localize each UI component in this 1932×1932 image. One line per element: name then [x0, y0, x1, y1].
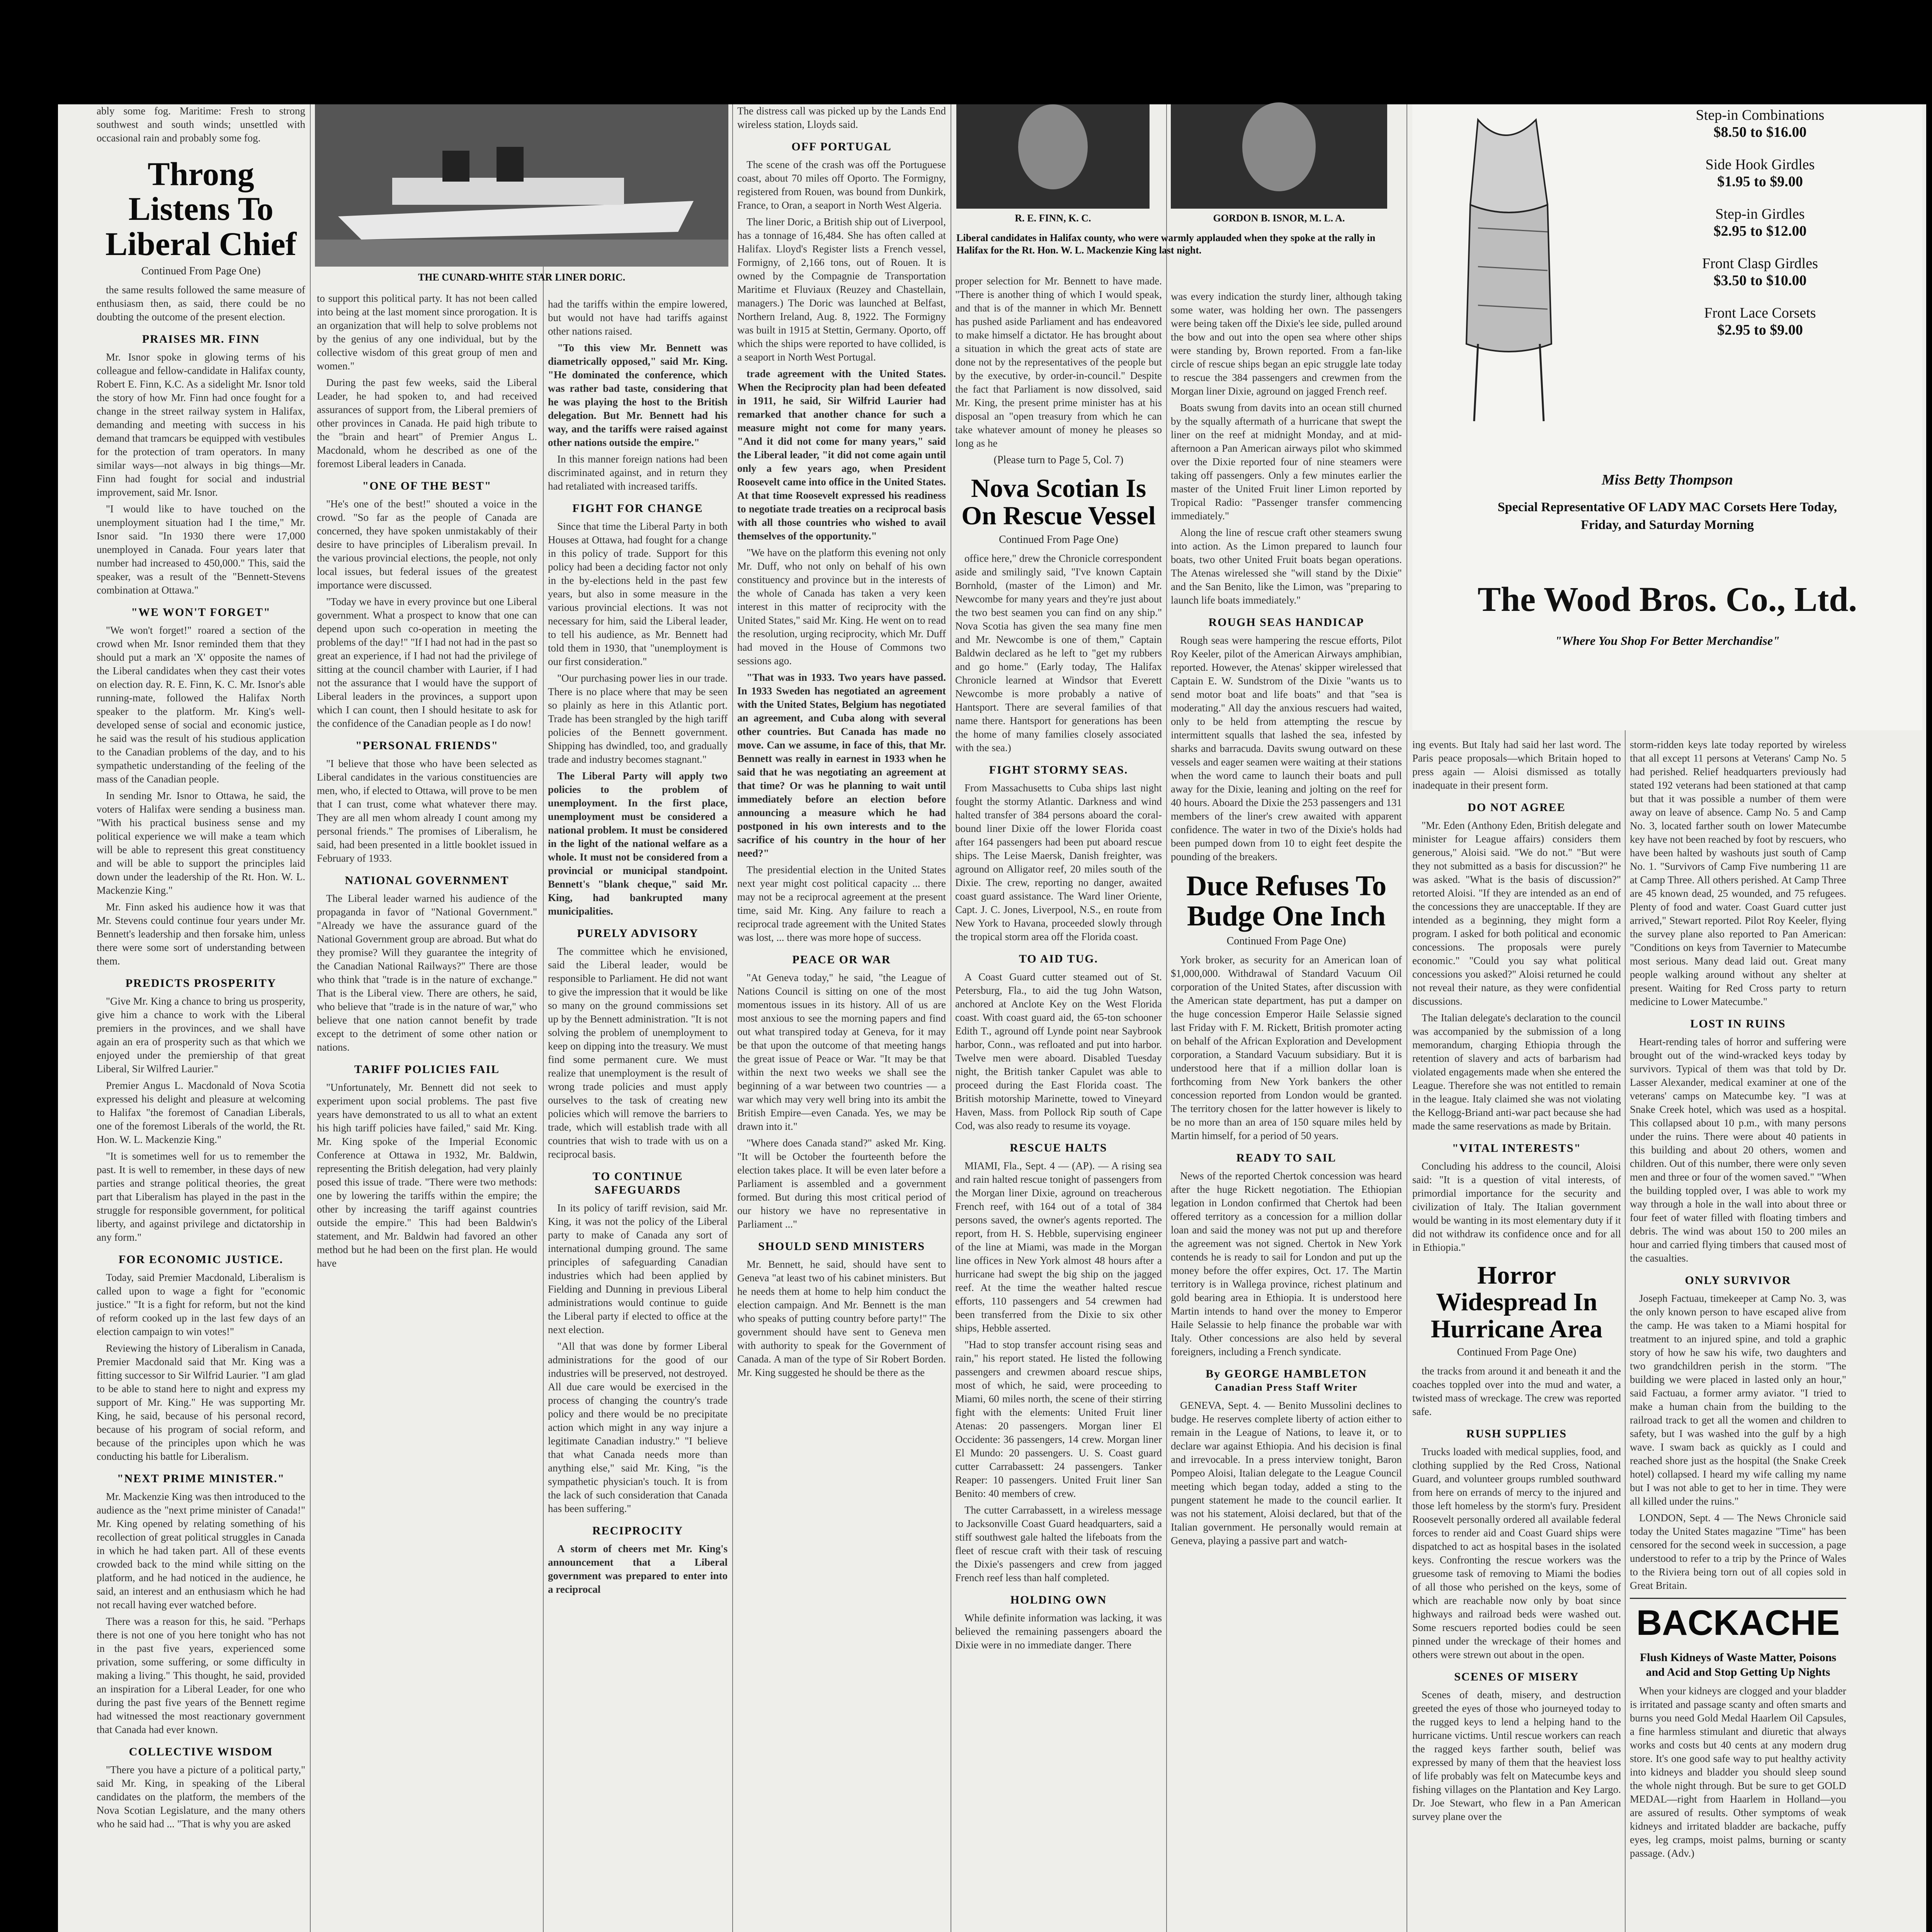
photo-name-isnor: GORDON B. ISNOR, M. L. A.	[1213, 213, 1345, 224]
paragraph: "Today we have in every province but one Liberal government. What a prospect to know that one can depend upon such co-operation in meeting the problems of the day!" "If I had not had in the past so great an experience, if I had not had the privilege of sitting at the council chamber with Laurier, if I had not the assurance that I would have the support of Liberal leaders in the provinces, a support upon which I can count, then I should hesitate to ask for the confidence of the Canadian people as I do now!	[317, 596, 537, 729]
paragraph: proper selection for Mr. Bennett to have made. "There is another thing of which I would speak, and that is of the manner in which Mr. Bennett has pushed aside Parliament and has endeavored to make himself a dictator. He has brought about a situation in which the great acts of state are done not by the representatives of the people but by the executive, by order-in-council." Despite the fact that Parliament is now dissolved, said Mr. King, the present prime minister has at his disposal an "open treasury from which he can take whatever amount of money he pleases so long as he	[955, 275, 1162, 449]
subhead: SHOULD SEND MINISTERS	[758, 1240, 925, 1253]
subhead: HOLDING OWN	[1010, 1593, 1107, 1606]
column-rule	[1166, 104, 1167, 1932]
photo-caption: Liberal candidates in Halifax county, who were warmly applauded when they spoke at the rally in Halifax for the Rt. Hon. W. L. Mackenzie King last night.	[956, 232, 1376, 256]
column-rule	[310, 104, 311, 1932]
paragraph: GENEVA, Sept. 4. — Benito Mussolini declines to budge. He reserves complete liberty of action either to remain in the League of Nations, to leave it, or to declare war against Ethiopia. And his decision is final and irrevocable. In a press interview tonight, Baron Pompeo Aloisi, Italian delegate to the League Council meeting which began today, added a sting to the pungent statement he made to the council earlier. It was not his statement, Aloisi declared, but that of the Italian government. He personally would remain at Geneva, playing a passive part and watch-	[1171, 1400, 1402, 1547]
paragraph: News of the reported Chertok concession was heard after the huge Rickett negotiation. The Ethiopian legation in London confirmed that Chertok had been offered territory as a concession for a million dollar loan and said the money was not put up and therefore the agreement was not signed. Chertok in New York contends he is ready to sail for London and put up the money before the offer expires, Oct. 17. The Martin territory is in Wallega province, richest platinum and gold bearing area in Ethiopia. It is understood here Martin intends to hand over the money to Emperor Haile Selassie to help finance the probable war with Italy. Other concessions are also held by several foreigners, including a French syndicate.	[1171, 1170, 1402, 1358]
paragraph: "Had to stop transfer account rising seas and rain," his report stated. He listed the following passengers and crewmen aboard rescue ships, most of which, he said, were proceeding to Miami, 60 miles north, the scene of their stirring fight with the elements: United Fruit liner Atenas: 20 passengers. Morgan liner El Occidente: 36 passengers, 14 crew. Morgan liner El Mundo: 20 passengers. U. S. Coast guard cutter Carrabassett: 24 passengers. Tanker Reaper: 10 passengers. United Fruit liner San Benito: 40 members of crew.	[955, 1338, 1162, 1499]
column-1	[97, 104, 305, 1932]
paragraph: ing events. But Italy had said her last word. The Paris peace proposals—which Britain hoped to press again — Aloisi dismissed as totally inadequate in their present form.	[1412, 739, 1621, 791]
subhead: "WE WON'T FORGET"	[131, 605, 271, 619]
paragraph: to support this political party. It has not been called into being at the last moment since prorogation. It is an organization that will help to solve problems not by the genius of any one individual, but by the collective wisdom of this great group of men and women."	[317, 293, 537, 372]
paragraph: "He's one of the best!" shouted a voice in the crowd. "So far as the people of Canada are concerned, they have spoken unmistakably of their desire to have principles of Liberalism prevail. In the various provincial elections, the people, not only local issues, but federal issues of the greatest importance were discussed.	[317, 498, 537, 591]
paragraph: the same results followed the same measure of enthusiasm then, as said, there could be no doubting the outcome of the present election.	[97, 284, 305, 323]
paragraph: was every indication the sturdy liner, although taking some water, was holding her own. The passengers were being taken off the Dixie's lee side, pulled around the bow and out into the open sea where other ships were standing by, Brown reported. From a fan-like circle of rescue ships began an epic struggle late today to rescue the 384 passengers and crewmen from the Morgan liner Dixie, aground on jagged French reef.	[1171, 291, 1402, 397]
paragraph: There was a reason for this, he said. "Perhaps there is not one of you here tonight who has not in the past five years, experienced some privation, some suffering, or some difficulty in making a living." This thought, he said, provided an inspiration for a Liberal Leader, for one who during the past five years of the Bennett regime had witnessed the most reactionary government that Canada had ever known.	[97, 1615, 305, 1735]
paragraph: Joseph Factuau, timekeeper at Camp No. 3, was the only known person to have escaped alive from the camp. He was taken to a Miami hospital for treatment to an injured spine, and told a graphic story of how he saw his wife, two daughters and two grandchildren perish in the storm. "The building we were placed in lasted only an hour," said Factuau, a former army aviator. "I tried to make a human chain from the building to the railroad track to get all the women and children to safety, but I was washed into the gulf by a high wave. I swam back as quickly as I could and reached shore just as the hospital (the Snake Creek hotel) collapsed. I heard my wife calling my name but I was not able to get to her in time. They were all killed under the ruins."	[1630, 1293, 1846, 1507]
paragraph: "I believe that those who have been selected as Liberal candidates in the various constituencies are men, who, if elected to Ottawa, will prove to be men that I can trust, come what whatever there may. They are all men whom already I count among my personal friends." The promises of Liberalism, he said, had been presented in a little booklet issued in February of 1933.	[317, 758, 537, 864]
paragraph: Mr. Finn asked his audience how it was that Mr. Stevens could continue four years under Mr. Bennett's leadership and then forsake him, unless there were some sort of understanding between them.	[97, 901, 305, 967]
paragraph: Reviewing the history of Liberalism in Canada, Premier Macdonald said that Mr. King was a fitting successor to Sir Wilfrid Laurier. "I am glad to be able to stand here to night and express my support of Mr. King." He was supporting Mr. King, he said, because of his personal record, because of his program of social reform, and because of the principles upon which he was conducting his battle for Liberalism.	[97, 1342, 305, 1462]
paragraph: While definite information was lacking, it was believed the remaining passengers aboard the Dixie were in no immediate danger. There	[955, 1612, 1162, 1651]
headline-duce: Duce Refuses To Budge One Inch	[1186, 870, 1387, 932]
paragraph: From Massachusetts to Cuba ships last night fought the stormy Atlantic. Darkness and wind halted transfer of 384 persons aboard the coral-bound liner Dixie off the lower Florida coast after 164 passengers had been put aboard rescue ships. The Leise Maersk, Danish freighter, was aground on Alligator reef, 20 miles south of the Dixie. The crew, reporting no danger, awaited coast guard assistance. The Ward liner Oriente, Capt. J. C. Jones, Liverpool, N.S., en route from New York to Havana, proceeded slowly through the tropical storm area off the Florida coast.	[955, 782, 1162, 942]
column-7	[1412, 104, 1621, 1932]
byline-title: Canadian Press Staff Writer	[1215, 1382, 1358, 1393]
column-4	[737, 104, 946, 1932]
paragraph: "All that was done by former Liberal administrations for the good of our industries will be preserved, not destroyed. All due care would be exercised in the process of changing the country's trade policy and there would be no precipitate action which might in any way injure a legitimate Canadian industry." "I believe that what Canada needs more than anything else," said Mr. King, "is the sympathetic physician's touch. It is from the lack of such consideration that Canada has been suffering."	[548, 1340, 728, 1514]
product-name: Step-in Girdles	[1715, 206, 1805, 222]
backache-ad-subhead: Flush Kidneys of Waste Matter, Poisons and Acid and Stop Getting Up Nights	[1639, 1651, 1837, 1679]
paragraph: storm-ridden keys late today reported by wireless that all except 11 persons at Veterans' Camp No. 5 had perished. Relief headquarters previously had stated 192 veterans had been stationed at that camp but that it was possible a number of them were away on leave of absence. Camp No. 5 and Camp No. 3, located farther south on lower Matecumbe key have not been reached by foot by rescuers, who have been halted by washouts just south of Camp No. 1. "Survivors of Camp Five numbering 11 are at Camp Three. All others perished. At Camp Three are 45 known dead, 25 wounded, and 75 refugees. Plenty of food and water. Coast Guard cutter just arrived," Stewart reported. Pilot Roy Keeler, flying the survey plane also reported to Pan American: "Conditions on keys from Tavernier to Matecumbe most serious. Many dead laid out. Great many people walking around without any shelter at present. Waiting for Red Cross party to return medicine to Lower Matecumbe."	[1630, 739, 1846, 1007]
paragraph: "To this view Mr. Bennett was diametrically opposed," said Mr. King. "He dominated the conference, which was rather bad taste, considering that he was playing the host to the British delegation. But Mr. Bennett had his way, and the tariffs were raised against other nations outside the empire."	[548, 342, 728, 448]
weather-text: ably some fog. Maritime: Fresh to strong southwest and south winds; unsettled with occasional rain and probably some fog.	[97, 105, 305, 144]
subhead: FIGHT STORMY SEAS.	[989, 763, 1128, 776]
paragraph: LONDON, Sept. 4 — The News Chronicle said today the United States magazine "Time" has been censored for the second week in succession, a page understood to refer to a trip by the Prince of Wales to the Riviera being torn out of all copies sold in Great Britain.	[1630, 1512, 1846, 1591]
column-3	[548, 104, 728, 1932]
store-name: The Wood Bros. Co., Ltd.	[1478, 580, 1857, 619]
column-rule	[732, 104, 733, 1932]
paragraph: The scene of the crash was off the Portuguese coast, about 70 miles off Oporto. The Formigny, registered from Rouen, was bound from Dunkirk, France, to Oran, a seaport in North West Algeria.	[737, 159, 946, 211]
paragraph: Trucks loaded with medical supplies, food, and clothing supplied by the Red Cross, National Guard, and volunteer groups rumbled southward from here on errands of mercy to the injured and those left homeless by the storm's fury. President Roosevelt personally ordered all available federal forces to render aid and Coast Guard ships were dispatched to act as hospital bases in the isolated keys. Confronting the rescue workers was the gruesome task of removing to Miami the bodies of all those who perished on the keys, some of which are reachable now only by boat since highways and railroad beds were washed out. Some rescuers reported bodies could be seen pinned under the wreckage of their homes and others were strewn out about in the open.	[1412, 1446, 1621, 1660]
paragraph: "Unfortunately, Mr. Bennett did not seek to experiment upon social problems. The past five years have demonstrated to us all to what an extent his high tariff policies have failed," said Mr. King. Mr. King spoke of the Imperial Economic Conference at Ottawa in 1932, Mr. Baldwin, representing the British delegation, had very plainly posed this issue of trade. "There were two methods: one by lowering the tariffs within the empire; the other by increasing the tariff against countries outside the empire." This had been Baldwin's statement, and Mr. Baldwin had favored an other method but he had been on the first plan. He would have	[317, 1082, 537, 1269]
paragraph: The distress call was picked up by the Lands End wireless station, Lloyds said.	[737, 105, 946, 130]
paragraph: Boats swung from davits into an ocean still churned by the squally aftermath of a hurricane that swept the liner on the reef at midnight Monday, and at mid-afternoon a Pan American airways pilot who skimmed over the Dixie reported four of nine steamers were taking off passengers. Only a few minutes earlier the master of the United Fruit liner Limon reported by Tropical Radio: "Passenger transfer commencing immediately."	[1171, 402, 1402, 522]
paragraph: "It is sometimes well for us to remember the past. It is well to remember, in these days of new parties and strange political theories, the great part that Liberalism has played in the past in the struggle for responsible government, for political liberty, and against privilege and dictatorship in any form."	[97, 1150, 305, 1243]
subhead: "VITAL INTERESTS"	[1452, 1142, 1582, 1155]
paragraph: "Give Mr. King a chance to bring us prosperity, give him a chance to work with the Liberal premiers in the provinces, and we shall have again an era of prosperity such as that which we enjoyed under the premiership of that great Liberal, Sir Wilfred Laurier."	[97, 995, 305, 1075]
paragraph: Since that time the Liberal Party in both Houses at Ottawa, had fought for a change in this policy of trade. Support for this policy had been a deciding factor not only in the by-elections held in the past few years, but also in some measure in the various provincial elections. It was not necessary for him, said the Liberal leader, to tell his audience, as Mr. Bennett had told them in 1930, that "unemployment is our first consideration."	[548, 520, 728, 667]
paragraph: The Liberal Party will apply two policies to the problem of unemployment. In the first place, unemployment must be considered a national problem. It must be considered in the light of the national welfare as a whole. It must not be considered from a provincial or municipal standpoint. Bennett's "blank cheque," said Mr. King, had bankrupted many municipalities.	[548, 770, 728, 917]
paragraph: trade agreement with the United States. When the Reciprocity plan had been defeated in 1911, he said, Sir Wilfrid Laurier had remarked that another chance for such a measure might not come for many years. "And it did not come for many years," said the Liberal leader, "it did not come again until only a few years ago, when President Roosevelt came into office in the United States. At that time Roosevelt expressed his readiness to negotiate trade treaties on a reciprocal basis with all those countries who wished to avail themselves of the opportunity."	[737, 368, 946, 542]
paragraph: "There you have a picture of a political party," said Mr. King, in speaking of the Liberal candidates on the platform, the members of the Nova Scotian Legislature, and the many others who he said had ... "That is why you are asked	[97, 1764, 305, 1830]
store-slogan: "Where You Shop For Better Merchandise"	[1555, 634, 1780, 648]
subhead: TO CONTINUE SAFEGUARDS	[592, 1170, 683, 1196]
paragraph: In sending Mr. Isnor to Ottawa, he said, the voters of Halifax were sending a business man. "With his practical business sense and my political experience we will make a team which will be able to represent this great constituency and will be able to support the principles laid down under the leadership of the Rt. Hon. W. L. Mackenzie King."	[97, 789, 305, 896]
paragraph: Mr. Bennett, he said, should have sent to Geneva "at least two of his cabinet ministers. But he needs them at home to help him conduct the election campaign. And Mr. Bennett is the man who speaks of putting country before party!" The government should have sent to Geneva men with authority to speak for the Government of Canada. A man of the type of Sir Robert Borden. Mr. King suggested he should be there as the	[737, 1259, 946, 1378]
photo-caption: THE CUNARD-WHITE STAR LINER DORIC.	[418, 272, 626, 283]
subhead: TO AID TUG.	[1019, 952, 1099, 965]
paragraph: York broker, as security for an American loan of $1,000,000. Withdrawal of Standard Vacuum Oil corporation of the United States, after discussion with the American state department, has put a damper on the huge concession Emperor Haile Selassie signed last Friday with F. M. Rickett, British promoter acting on behalf of the African Exploration and Development corporation, a Standard Vacuum subsidiary. But it is understood here that if a million dollar loan is forthcoming from New York bankers the other concession reported from London would be granted. The territory chosen for the latter however is likely to be no more than an area of 150 square miles held by Martin himself, for a period of 50 years.	[1171, 954, 1402, 1142]
paragraph: In this manner foreign nations had been discriminated against, and in return they had retaliated with increased tariffs.	[548, 453, 728, 492]
product-price: $3.50 to $10.00	[1713, 272, 1807, 289]
subhead: OFF PORTUGAL	[791, 140, 892, 153]
product-name: Side Hook Girdles	[1705, 156, 1815, 173]
paragraph: the tracks from around it and beneath it and the coaches toppled over into the mud and water, a twisted mass of wreckage. The crew was reported safe.	[1412, 1365, 1621, 1417]
byline: By GEORGE HAMBLETON	[1206, 1367, 1367, 1381]
subhead: COLLECTIVE WISDOM	[129, 1745, 273, 1758]
subhead: PEACE OR WAR	[792, 953, 891, 966]
subhead: LOST IN RUINS	[1690, 1017, 1786, 1030]
product-price: $2.95 to $9.00	[1717, 322, 1803, 338]
paragraph: In its policy of tariff revision, said Mr. King, it was not the policy of the Liberal party to make of Canada any sort of international dumping ground. The same principles of safeguarding Canadian industries which had been applied by Fielding and Dunning in previous Liberal administrations would continue to guide the Liberal party if elected to office at the next election.	[548, 1202, 728, 1335]
paragraph: "We won't forget!" roared a section of the crowd when Mr. Isnor reminded them that they should put a mark an 'X' opposite the names of the Liberal candidates when they cast their votes on election day. R. E. Finn, K. C. Mr. Isnor's able running-mate, followed the Halifax North speaker to the platform. Mr. King's well-developed sense of social and economic justice, he said was the result of his studious application to the Canadian problems of the day, and to his sympathetic understanding of the feeling of the mass of the Canadian people.	[97, 624, 305, 785]
subhead: "NEXT PRIME MINISTER."	[117, 1472, 285, 1485]
paragraph: "Where does Canada stand?" asked Mr. King. "It will be October the fourteenth before the election takes place. It will be even later before a Parliament is assembled and a government formed. But during this most critical period of our history we have no representative in Parliament ..."	[737, 1137, 946, 1230]
column-5	[955, 104, 1162, 1932]
product-name: Step-in Combinations	[1696, 107, 1825, 123]
subhead: FOR ECONOMIC JUSTICE.	[118, 1253, 284, 1266]
paragraph: MIAMI, Fla., Sept. 4 — (AP). — A rising sea and rain halted rescue tonight of passengers from the Morgan liner Dixie, aground on treacherous French reef, with 164 out of a total of 384 persons saved, the owner's agents reported. The report, from H. S. Hebble, supervising engineer of the line at Miami, was made in the Morgan line offices in New York almost 48 hours after a hurricane had swept the big ship on the jagged reef. At the time the weather halted rescue efforts, 110 passengers and 54 crewmen had been transferred from the Dixie to six other ships, Hebble asserted.	[955, 1160, 1162, 1334]
product-price: $8.50 to $16.00	[1713, 124, 1807, 140]
continued-line: Continued From Page One)	[1226, 935, 1346, 947]
paragraph: Rough seas were hampering the rescue efforts, Pilot Roy Keeler, pilot of the American Airways amphibian, reported. However, the Atenas' skipper wirelessed that Captain E. W. Sundstrom of the Dixie "wants us to send motor boat and life boats" and that "sea is moderating." All day the anxious rescuers had waited, only to be held from attempting the rescue by intermittent squalls that lashed the sea, infested by sharks and barracuda. Davits swung outward on these vessels and eager seamen were waiting at their stations when the word came to launch their boats and pull away for the Dixie, leaning and jolting on the reef for 40 hours. Aboard the Dixie the 253 passengers and 131 members of the liner's crew awaited with apparent confidence. The water in two of the Dixie's holds had been pumped down from 10 to eight feet despite the pounding of the breakers.	[1171, 634, 1402, 862]
subhead: RECIPROCITY	[592, 1524, 684, 1537]
paragraph: Today, said Premier Macdonald, Liberalism is called upon to wage a fight for "economic justice." "It is a fight for reform, but not the kind of reform cooked up in the last few days of an election campaign to win votes!"	[97, 1271, 305, 1337]
column-8	[1630, 104, 1846, 1932]
product-name: Front Clasp Girdles	[1702, 255, 1818, 272]
paragraph: The cutter Carrabassett, in a wireless message to Jacksonville Coast Guard headquarters, said a stiff southwest gale halted the lifeboats from the fleet of rescue craft with their task of rescuing the Dixie's passengers and crew from jagged French reef less than half completed.	[955, 1504, 1162, 1583]
continued-line: Continued From Page One)	[999, 533, 1118, 546]
representative-name: Miss Betty Thompson	[1602, 472, 1733, 488]
paragraph: "Our purchasing power lies in our trade. There is no place where that may be seen so plainly as here in this Atlantic port. Trade has been strangled by the high tariff policies of the Bennett government. Shipping has dwindled, too, and gradually trade and industry becomes stagnant."	[548, 672, 728, 765]
paragraph: The Liberal leader warned his audience of the propaganda in favor of "National Government." "Already we have the assurance guard of the National Government group are abroad. But what do they promise? Will they guarantee the integrity of the Canadian National Railways?" There are those who think that "trade is in the nature of exchange." That is the Liberal view. There are others, he said, who believe that "trade is in the nature of war," who believe that one nation cannot benefit by trade except to the detriment of some other nation or nations.	[317, 893, 537, 1053]
subhead: SCENES OF MISERY	[1454, 1670, 1579, 1683]
continued-line: Continued From Page One)	[141, 265, 261, 277]
paragraph: Along the line of rescue craft other steamers swung into action. As the Limon prepared to launch four boats, two other United Fruit boats began operations. The Atenas wirelessed she "will stand by the Dixie" and the San Benito, like the Limon, was "preparing to launch life boats immediately."	[1171, 527, 1402, 606]
paragraph: Mr. Mackenzie King was then introduced to the audience as the "next prime minister of Canada!" Mr. King opened by relating something of his recollection of great political struggles in Canada in which he had taken part. All of these events crowded back to the mind while sitting on the platform, and he had noticed in the audience, he said, an interest and an enthusiasm which he had not recall having ever watched before.	[97, 1490, 305, 1611]
product-name: Front Lace Corsets	[1704, 305, 1816, 321]
subhead: RUSH SUPPLIES	[1466, 1427, 1567, 1440]
paragraph: "Mr. Eden (Anthony Eden, British delegate and minister for League affairs) considers them generous," Aloisi said. "We do not." "But were they not submitted as a basis for discussion?" he was asked. "What is the basis of discussion?" retorted Aloisi. "If they are intended as an end of the concessions they are unacceptable. If they are intended as a beginning, they might form a program. I asked for both political and economic concessions. The proposals were purely economic." "Could you say what political concessions you asked?" Aloisi returned he could not reveal their nature, as they were confidential discussions.	[1412, 820, 1621, 1007]
paragraph: A storm of cheers met Mr. King's announcement that a Liberal government was prepared to enter into a reciprocal	[548, 1543, 728, 1595]
paragraph: office here," drew the Chronicle correspondent aside and smilingly said, "I've known Captain Bornhold, (master of the Limon) and Mr. Newcombe for many years and they're just about the two best seamen you can find on any ship." Nova Scotia has given the sea many fine men and Mr. Newcombe is one of them," Captain Baldwin declared as he left to "get my rubbers and go home." (Early today, The Halifax Chronicle learned at Windsor that Everett Newcombe is more probably a native of Hantsport. There are several families of that name there. Hantsport for generations has been the home of many families closely associated with the sea.)	[955, 552, 1162, 753]
turn-page-line: (Please turn to Page 5, Col. 7)	[993, 454, 1124, 466]
subhead: PREDICTS PROSPERITY	[125, 976, 277, 990]
paragraph: The Italian delegate's declaration to the council was accompanied by the submission of a long memorandum, charging Ethiopia through the retention of slavery and acts of barbarism had violated engagements made when she entered the League. Therefore she was not entitled to remain in the league. Italy claimed she was not violating the Kellogg-Briand anti-war pact because she had made the same reservations as made by Britain.	[1412, 1012, 1621, 1132]
column-rule	[1406, 104, 1407, 1932]
subhead: ONLY SURVIVOR	[1685, 1274, 1791, 1287]
paragraph: had the tariffs within the empire lowered, but would not have had tariffs against other nations raised.	[548, 298, 728, 337]
photo-name-finn: R. E. FINN, K. C.	[1015, 213, 1091, 224]
paragraph: The presidential election in the United States next year might cost political capacity ... there may not be a reciprocal agreement at the present time, said Mr. King. Any failure to reach a reciprocal trade agreement with the United States was lost, ... there was more hope of success.	[737, 864, 946, 943]
subhead: "ONE OF THE BEST"	[362, 480, 492, 492]
subhead: RESCUE HALTS	[1010, 1141, 1107, 1154]
newspaper-page	[58, 104, 1926, 1932]
subhead: NATIONAL GOVERNMENT	[345, 874, 509, 887]
paragraph: "I would like to have touched on the unemployment situation had I the time," Mr. Isnor said. "In 1930 there were 17,000 unemployed in Canada. Four years later that number had increased to 450,000." This, said the speaker, was a result of the "Bennett-Stevens combination at Ottawa."	[97, 503, 305, 596]
subhead: PRAISES MR. FINN	[142, 332, 260, 345]
subhead: READY TO SAIL	[1236, 1151, 1337, 1165]
product-price: $2.95 to $12.00	[1713, 223, 1807, 239]
paragraph: Mr. Isnor spoke in glowing terms of his colleague and fellow-candidate in Halifax county, Robert E. Finn, K.C. As a sidelight Mr. Isnor told the story of how Mr. Finn had once fought for a change in the street railway system in Halifax, demanding and meeting with success in his demand that tramcars be equipped with vestibules for the protection of tram operators. In many similar ways—not always in big things—Mr. Finn had fought for social and industrial improvement, said Mr. Isnor.	[97, 351, 305, 498]
headline-nova-scotian: Nova Scotian Is On Rescue Vessel	[961, 473, 1156, 531]
paragraph: The committee which he envisioned, said the Liberal leader, would be responsible to Parliament. He did not want to give the impression that it would be like so many on the ground commissions set up by the Bennett administration. "It is not solving the problem of unemployment to keep on dipping into the treasury. We must find some permanent cure. We must realize that unemployment is the result of wrong trade policies and must apply ourselves to the task of creating new policies which will remove the barriers to trade, which will establish trade with all countries that wish to trade with us on a reciprocal basis.	[548, 946, 728, 1160]
paragraph: Concluding his address to the council, Aloisi said: "It is a question of vital interests, of primordial importance for the security and civilization of Italy. The Italian government would be wanting in its most elementary duty if it did not withdraw its confidence once and for all in Ethiopia."	[1412, 1160, 1621, 1253]
paragraph: "At Geneva today," he said, "the League of Nations Council is sitting on one of the most momentous issues in its history. All of us are most anxious to see the morning papers and find out what transpired today at Geneva, for it may be that upon the outcome of that meeting hangs the great issue of Peace or War. "It may be that within the next two weeks we shall see the beginning of a war between two countries — a war which may very well bring into its ambit the British Empire—even Canada. Yes, we may be drawn into it."	[737, 972, 946, 1132]
product-price: $1.95 to $9.00	[1717, 173, 1803, 190]
subhead: "PERSONAL FRIENDS"	[355, 739, 499, 752]
paragraph: Heart-rending tales of horror and suffering were brought out of the wind-wracked keys today by survivors. Typical of them was that told by Dr. Lasser Alexander, medical examiner at one of the veterans' camps on Matecumbe key. "I was at Snake Creek hotel, which was used as a hospital. This collapsed about 10 p.m., with many persons under the ruins. There were about 40 patients in this building and about 20 others, women and children. Out of this number, there were only seven men and three or four of the women saved." "When the building toppled over, I was able to work my way through a hole in the wall into about three or four feet of water filled with floating timbers and debris. The wind was about 150 to 200 miles an hour and carried flying timbers that caused most of the casualties.	[1630, 1036, 1846, 1264]
subhead: PURELY ADVISORY	[577, 927, 699, 940]
column-2	[317, 104, 626, 1932]
subhead: TARIFF POLICIES FAIL	[354, 1063, 500, 1076]
subhead: DO NOT AGREE	[1468, 801, 1566, 814]
paragraph: Premier Angus L. Macdonald of Nova Scotia expressed his delight and pleasure at welcoming to Halifax "the foremost of Canadian Liberals, one of the foremost Liberals of the world, the Rt. Hon. W. L. Mackenzie King."	[97, 1079, 305, 1145]
paragraph: "We have on the platform this evening not only Mr. Duff, who not only on behalf of his own constituency and province but in the interests of the whole of Canada has taken a very keen interest in this matter of reciprocity with the United States," said Mr. King. He went on to read the resolution, urging reciprocity, which Mr. Duff had moved in the House of Commons two sessions ago.	[737, 547, 946, 667]
backache-ad-headline: BACKACHE	[1636, 1603, 1840, 1643]
column-rule	[543, 104, 544, 1932]
representative-text: Special Representative OF LADY MAC Corsets Here Today, Friday, and Saturday Morning	[1497, 500, 1837, 532]
backache-ad-body: When your kidneys are clogged and your bladder is irritated and passage scanty and often smarts and burns you need Gold Medal Haarlem Oil Capsules, a fine harmless stimulant and diuretic that always works and costs but 40 cents at any modern drug store. It's one good safe way to put healthy activity into kidneys and bladder you should sleep sound the whole night through. But be sure to get GOLD MEDAL—right from Haarlem in Holland—you are assured of results. Other symptoms of weak kidneys and irritated bladder are backache, puffy eyes, leg cramps, moist palms, burning or scanty passage. (Adv.)	[1630, 1685, 1846, 1859]
paragraph: During the past few weeks, said the Liberal Leader, he had spoken to, and had received assurances of support from, the Liberal premiers of other provinces in Canada. He paid high tribute to the "brain and heart" of Premier Angus L. Macdonald, whom he described as one of the foremost Liberal leaders in Canada.	[317, 377, 537, 469]
subhead: FIGHT FOR CHANGE	[572, 502, 703, 515]
paragraph: A Coast Guard cutter steamed out of St. Petersburg, Fla., to aid the tug John Watson, anchored at Anclote Key on the West Florida coast. With coast guard aid, the 65-ton schooner Edith T., aground off Lynde point near Saybrook harbor, Conn., was refloated and put into harbor. Twelve men were aboard. Disabled Tuesday night, the British tanker Capulet was able to proceed during the East Florida coast. The British motorship Marinette, towed to Vineyard Haven, Mass. from Pollock Rip south of Cape Cod, was also ready to resume its voyage.	[955, 971, 1162, 1131]
paragraph: "That was in 1933. Two years have passed. In 1933 Sweden has negotiated an agreement with the United States, Belgium has negotiated an agreement, and Cuba along with several other countries. But Canada has made no move. Can we assume, in face of this, that Mr. Bennett was really in earnest in 1933 when he said that he was negotiating an agreement at that time? Or was he planning to wait until immediately before an election before announcing a measure which he had postponed in his own interests and to the sacrifice of his country in the hour of her need?"	[737, 672, 946, 859]
column-6	[1171, 104, 1402, 1932]
headline-liberal-chief: Throng Listens To Liberal Chief	[105, 155, 297, 262]
paragraph: The liner Doric, a British ship out of Liverpool, has a tonnage of 16,484. She has often called at Halifax. Lloyd's Register lists a French vessel, Formigny, of 2,166 tons, out of Rouen. It is owned by the Compagnie de Transportation Maritime et Fluviaux (Reuzey and Chastellain, managers.) The Doric was launched at Belfast, Northern Ireland, Aug. 8, 1922. The Formigny was built in 1915 at Stettin, Germany. Oporto, off which the ships were reported to have collided, is a seaport in North West Portugal.	[737, 216, 946, 363]
headline-hurricane: Horror Widespread In Hurricane Area	[1430, 1261, 1603, 1343]
subhead: ROUGH SEAS HANDICAP	[1208, 616, 1364, 629]
paragraph: Scenes of death, misery, and destruction greeted the eyes of those who journeyed today to the rugged keys to lend a helping hand to the hurricane victims. Until rescue workers can reach the ragged keys farther south, belief was expressed by many of them that the heaviest loss of life probably was felt on Matecumbe keys and fishing villages on the Plantation and Key Largo. Dr. Joe Stewart, who flew in a Pan American survey plane over the	[1412, 1689, 1621, 1822]
continued-line: Continued From Page One)	[1457, 1346, 1577, 1358]
